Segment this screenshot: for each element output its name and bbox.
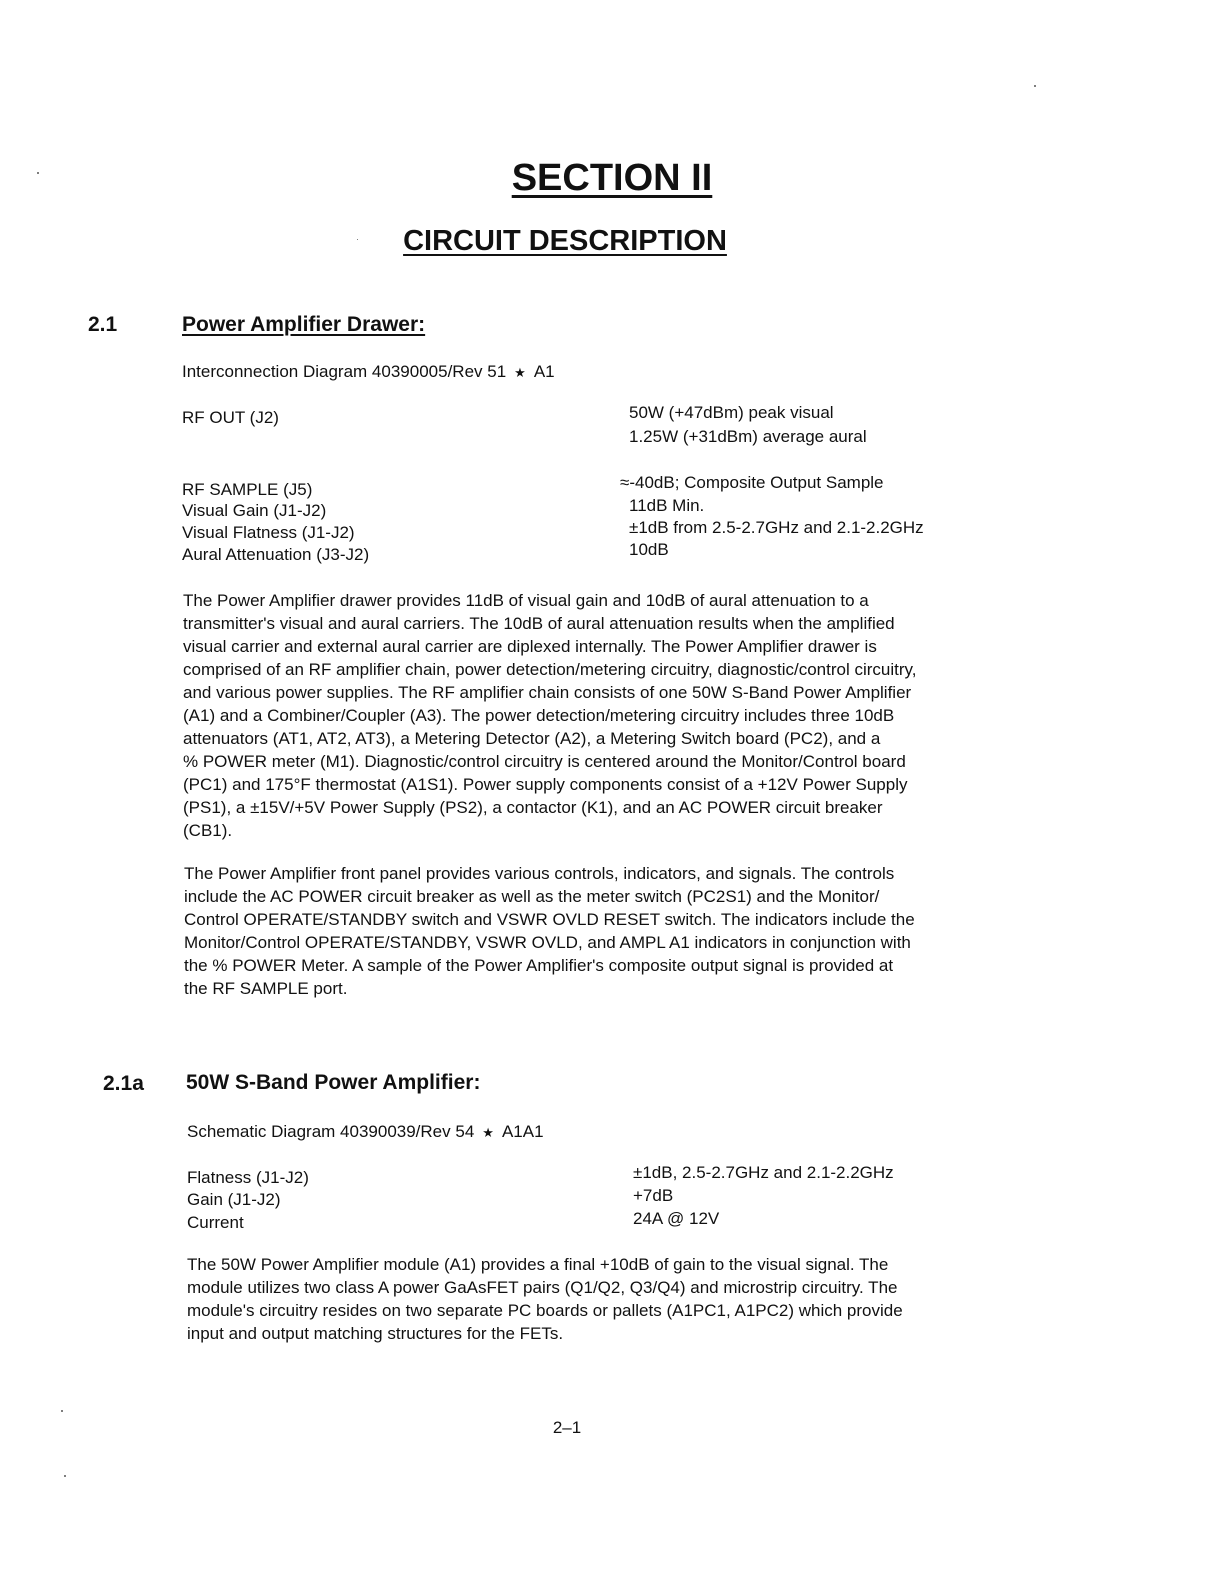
paragraph-line: include the AC POWER circuit breaker as well as the meter switch (PC2S1) and the Monitor/ [184,887,880,906]
section-subtitle: CIRCUIT DESCRIPTION [403,225,727,257]
diagram-id: A1A1 [501,1122,544,1141]
paragraph-line: the RF SAMPLE port. [184,979,348,998]
paragraph-line: (PC1) and 175°F thermostat (A1S1). Power supply components consist of a +12V Power Supply [183,775,908,794]
page-number: 2–1 [552,1418,582,1437]
spec-label: RF SAMPLE (J5) [182,480,313,499]
paragraph-line: the % POWER Meter. A sample of the Power Amplifier's composite output signal is provided at [184,956,894,975]
spec-value: ±1dB, 2.5-2.7GHz and 2.1-2.2GHz [633,1163,894,1182]
paragraph-line: attenuators (AT1, AT2, AT3), a Metering Detector (A2), a Metering Switch board (PC2), and a [183,729,881,748]
spec-value: 24A @ 12V [633,1209,720,1228]
paragraph-line: comprised of an RF amplifier chain, power detection/metering circuitry, diagnostic/control circuitry, [183,660,917,679]
spec-label: Aural Attenuation (J3-J2) [182,545,370,564]
paragraph-line: visual carrier and external aural carrier are diplexed internally. The Power Amplifier drawer is [183,637,877,656]
paragraph-line: input and output matching structures for the FETs. [187,1324,564,1343]
paragraph [184,862,915,1000]
spec-label: Gain (J1-J2) [187,1190,281,1209]
spec-value: 10dB [629,540,669,559]
paragraph-line: The Power Amplifier front panel provides various controls, indicators, and signals. The controls [184,864,895,883]
paragraph-line: module utilizes two class A power GaAsFET pairs (Q1/Q2, Q3/Q4) and microstrip circuitry. The [187,1278,898,1297]
diagram-ref-text: Schematic Diagram 40390039/Rev 54 [187,1122,475,1141]
spec-label: Flatness (J1-J2) [187,1168,309,1187]
spec-label: RF OUT (J2) [182,408,279,427]
paragraph-line: module's circuitry resides on two separate PC boards or pallets (A1PC1, A1PC2) which provide [187,1301,903,1320]
section-heading: SECTION II [511,157,713,199]
diagram-reference [187,1120,544,1144]
paragraph-line: Monitor/Control OPERATE/STANDBY, VSWR OVLD, and AMPL A1 indicators in conjunction with [184,933,911,952]
section-number: 2.1 [88,313,118,336]
spec-value: 50W (+47dBm) peak visual [629,403,834,422]
paragraph-line: (PS1), a ±15V/+5V Power Supply (PS2), a contactor (K1), and an AC POWER circuit breaker [183,798,883,817]
paragraph-line: (A1) and a Combiner/Coupler (A3). The power detection/metering circuitry includes three 10dB [183,706,895,725]
paragraph [187,1253,903,1345]
spec-label: Current [187,1213,244,1232]
scan-speck [1034,85,1036,87]
paragraph-line: The Power Amplifier drawer provides 11dB of visual gain and 10dB of aural attenuation to a [183,591,869,610]
section-title: Power Amplifier Drawer: [182,313,426,336]
paragraph-line: transmitter's visual and aural carriers. The 10dB of aural attenuation results when the amplified [183,614,895,633]
paragraph-line: (CB1). [183,821,233,840]
diagram-ref-text: Interconnection Diagram 40390005/Rev 51 [182,362,507,381]
spec-value: ±1dB from 2.5-2.7GHz and 2.1-2.2GHz [629,518,924,537]
spec-label: Visual Gain (J1-J2) [182,501,327,520]
spec-label: Visual Flatness (J1-J2) [182,523,355,542]
paragraph-line: % POWER meter (M1). Diagnostic/control circuitry is centered around the Monitor/Control board [183,752,906,771]
section-title: 50W S-Band Power Amplifier: [186,1071,481,1094]
paragraph-line: and various power supplies. The RF amplifier chain consists of one 50W S-Band Power Amplifier [183,683,912,702]
section-number: 2.1a [103,1072,144,1095]
paragraph-line: The 50W Power Amplifier module (A1) provides a final +10dB of gain to the visual signal. The [187,1255,889,1274]
star-icon: ★ [514,365,526,380]
paragraph-line: Control OPERATE/STANDBY switch and VSWR OVLD RESET switch. The indicators include the [184,910,915,929]
diagram-id: A1 [533,362,555,381]
spec-value: 11dB Min. [629,496,705,515]
paragraph [183,589,917,842]
diagram-reference [182,360,555,384]
star-icon: ★ [482,1125,494,1140]
scan-speck [64,1475,66,1477]
spec-value: +7dB [633,1186,674,1205]
scan-speck [61,1410,63,1412]
spec-value: 1.25W (+31dBm) average aural [629,427,867,446]
spec-value: ≈-40dB; Composite Output Sample [620,473,884,492]
